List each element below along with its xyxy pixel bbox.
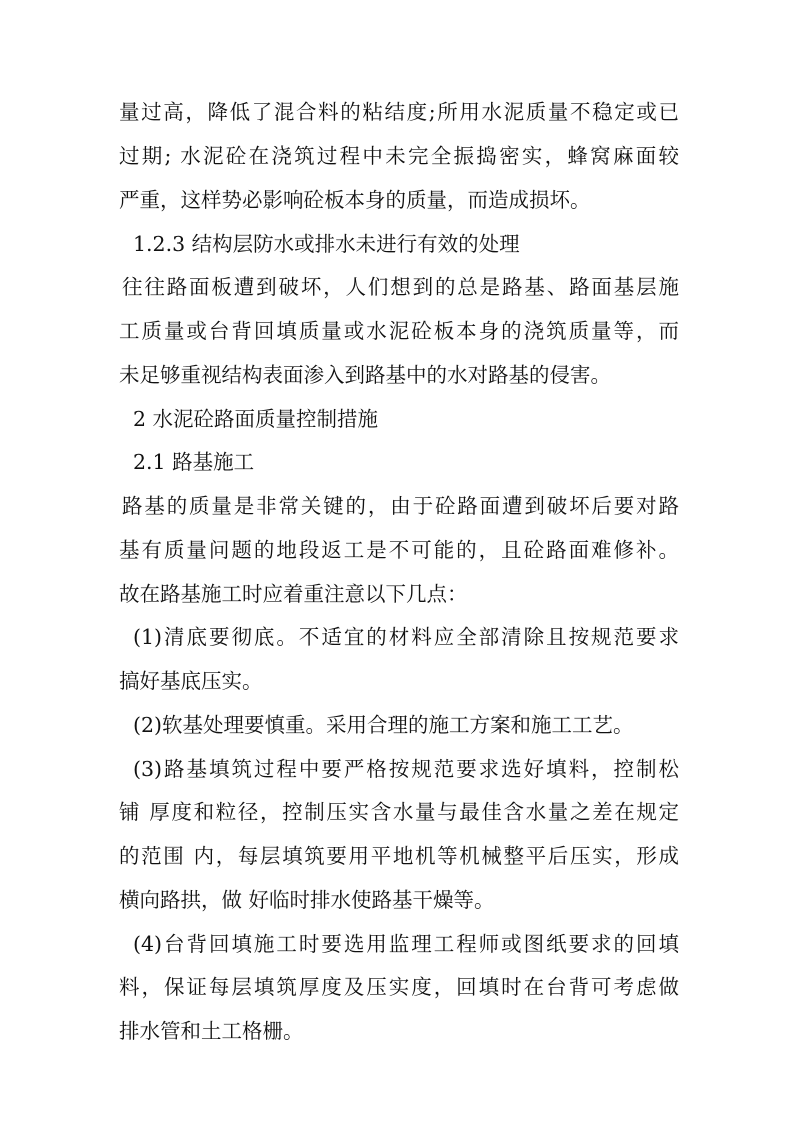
list-item: (3)路基填筑过程中要严格按规范要求选好填料，控制松 (133, 757, 679, 781)
body-text-line: 排水管和土工格栅。 (119, 1019, 304, 1043)
body-text-line: 往往路面板遭到破坏，人们想到的总是路基、路面基层施 (122, 275, 679, 299)
body-text-line: 故在路基施工时应着重注意以下几点： (119, 582, 468, 606)
section-heading: 2.1 路基施工 (133, 450, 255, 474)
section-heading: 2 水泥砼路面质量控制措施 (133, 407, 379, 431)
body-text-line: 严重，这样势必影响砼板本身的质量，而造成损坏。 (119, 188, 591, 212)
body-text-line: 搞好基底压实。 (119, 669, 263, 693)
body-text-line: 未足够重视结构表面渗入到路基中的水对路基的侵害。 (119, 363, 611, 387)
body-text-line: 路基的质量是非常关键的，由于砼路面遭到破坏后要对路 (122, 494, 679, 518)
body-text-line: 横向路拱，做 好临时排水使路基干燥等。 (119, 888, 495, 912)
body-text-line: 铺 厚度和粒径，控制压实含水量与最佳含水量之差在规定 (119, 800, 679, 824)
body-text-line: 料，保证每层填筑厚度及压实度，回填时在台背可考虑做 (119, 975, 679, 999)
list-item: (4)台背回填施工时要选用监理工程师或图纸要求的回填 (133, 932, 679, 956)
body-text-line: 的范围 内，每层填筑要用平地机等机械整平后压实，形成 (119, 844, 679, 868)
section-heading: 1.2.3 结构层防水或排水未进行有效的处理 (133, 232, 520, 256)
body-text-line: 过期; 水泥砼在浇筑过程中未完全振捣密实，蜂窝麻面较 (119, 144, 679, 168)
body-text-line: 量过高，降低了混合料的粘结度;所用水泥质量不稳定或已 (119, 100, 679, 124)
body-text-line: 基有质量问题的地段返工是不可能的，且砼路面难修补。 (119, 538, 679, 562)
list-item: (1)清底要彻底。不适宜的材料应全部清除且按规范要求 (133, 625, 679, 649)
list-item: (2)软基处理要慎重。采用合理的施工方案和施工工艺。 (133, 713, 634, 737)
body-text-line: 工质量或台背回填质量或水泥砼板本身的浇筑质量等，而 (119, 319, 679, 343)
